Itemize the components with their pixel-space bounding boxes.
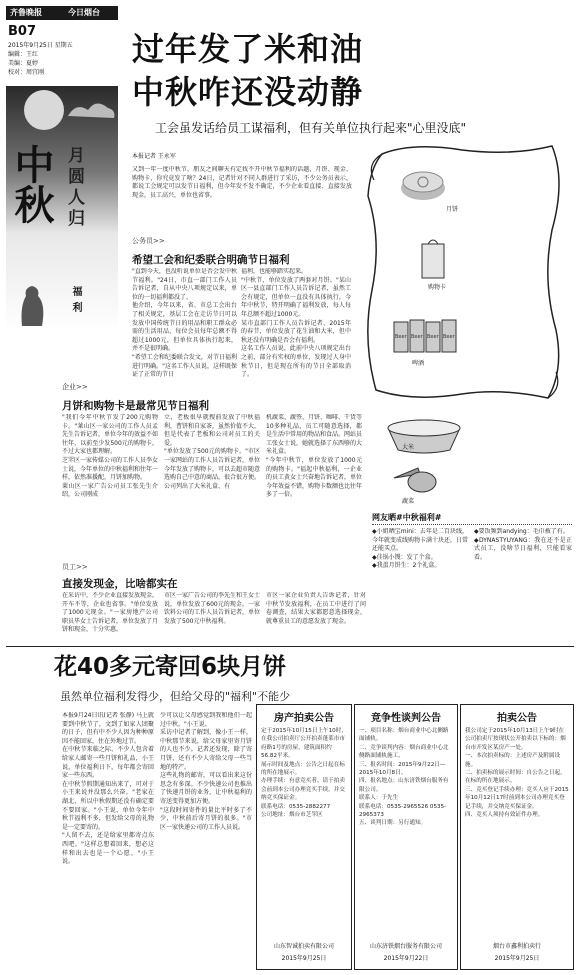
proof-credit: 校对：周宜刚 [8,69,45,76]
section-badge: 今日烟台 [68,8,100,17]
ad3-date: 2015年9月25日 [494,955,540,962]
ad3-title: 拍卖公告 [497,713,537,724]
section2-col3: 机蔬菜、蔬签、月饼、咖啡、干货等10多种礼品，员工可随意选择，都是生活中常用的物品和食品。网站员工张女士说，她就选择了东西够的大米礼盒。 "今年中秋节，单位发放了1000元的购物卡。"福起中秋福利，一企业的员工黄女士兴奋地告诉记者，单位今年效益不错，购物卡数额也比往年多了一倍。 [266,414,362,499]
scroll-label-mooncake: 月饼 [446,206,459,213]
svg-text:Beer: Beer [395,334,407,340]
ad1-body: 定于2015年10月15日上午10时，在我公司拍卖厅公开拍卖蓬莱市市府路1号的房屋，建筑面积约56.82平米。 展示时间及地点：公告之日起在标的所在地展示。 办理手续：有意竞买者，请于拍卖会前到本公司办理竞买手续，并交纳竞买保证金。 联系电话：0535-2882277 公司地址：烟台市芝罘区 [261,728,347,819]
ad2-title: 竞争性谈判公告 [371,713,441,724]
mid-autumn-banner [6,86,118,332]
section-divider [6,646,574,647]
scroll-label-vegetable: 蔬菜 [402,498,415,505]
calligraphy-sub: 福利 [70,286,81,318]
section3-title: 直接发现金，比啥都实在 [62,578,178,590]
weibo-box [372,512,572,574]
rice-icon [384,408,464,454]
lady-figure-icon [10,282,54,328]
beer-icon [392,314,470,358]
calligraphy-title: 中秋 [8,144,55,224]
weibo-title: 网友晒#中秋福利# [372,513,442,522]
ad-auction-notice [460,704,574,970]
scroll-label-card: 购物卡 [428,284,447,291]
benefits-scroll [352,140,574,402]
story2-col2: 少可以让父母感觉到我和他们一起过中秋。"小王说。 采访中记者了解到，像小王一样，中秋那节来说，给父母家里寄月饼的人也不少。记者还发现，除了寄月饼，还有不少人寄给父母一些当地的特产。 这些礼物的邮寄，可以看出来这份思念有多深。不少快递公司也推出了快递月饼的业务，让中秋福利的寄送变得更加方便。 "这段时间寄件的量比平时多了不少，中秋前后寄月饼的很多。"市区一家快递公司的工作人员说。 [160,712,252,831]
page-number: B07 [8,24,36,39]
moon-icon [24,90,64,130]
headline-subtitle: 工会虽发话给员工谋福利，但有关单位执行起来"心里没底" [155,121,467,135]
svg-text:Beer: Beer [443,334,455,340]
section3-kicker: 员工>> [62,563,88,571]
ad-negotiation-notice [354,704,458,970]
scroll-label-beer: 啤酒 [412,360,425,367]
section2-col2: 立，老板很早就搜前发放了中秋福利，曹饼和自家茶，虽然价值不大，但是代表了老板和公司对员工的关爱。 "单位发放了500元的购物卡。"市区一家网站的工作人员告诉记者，单位今年发放了购物卡，可以去超市随意选购自己中意的商品，很合很方便。 公司列出了大米礼盒、有 [164,414,260,490]
story2-title: 花40多元寄回6块月饼 [54,654,287,680]
lead-paragraph: 又到一年一度中秋节，朋友之间聊天有定找不开中秋节福利的话题，月饼、现金、购物卡，你究竟发了啥？24日，记者针对不同人群进行了采访，不少公务员表示，都说工会规定可以发节日福利，但今年发不发不确定，不少企业看直接、直接发放现金，员工高兴，单位也省事。 [132,166,352,199]
reporter-byline: 本报记者 王永军 [132,153,176,160]
clouds-icon [66,94,116,124]
ad1-company: 山东智诚拍卖有限公司 [273,943,334,950]
newspaper-logo: 齐鲁晚报 [10,7,42,17]
issue-date: 2015年9月25日 星期五 [8,42,73,49]
ad1-date: 2015年9月25日 [281,955,327,962]
ad2-date: 2015年9月22日 [383,955,429,962]
section3-col3: 市区一家企业负责人告诉记者，针对中秋节发放福利，在员工中进行了问卷调查，结果大家都愿意选择现金，就尊重员工的意愿发放了现金。 [266,592,366,625]
section2-kicker: 企业>> [62,383,88,391]
headline-line1: 过年发了米和油 [132,30,364,68]
vegetable-icon [388,460,440,494]
section3-col1: 在采访中，不少企业直接发放现金，开车不等，企业也省事。"单位发放了1000元现金。"一家房地产公司职员毕女士告诉记者，单位发放了月饼和现金，十分实惠。 [62,592,158,634]
ad-property-auction [256,704,352,970]
weibo-col1: ◆小姐晒宝mini：去年是二百块线，今年就变成线购物卡满十块还，日常还能买点。 ◆佳锅小馒：发了个盒。 ◆我蛋月饼生：2个礼盒。 [372,528,468,570]
headline-line2: 中秋咋还没动静 [132,73,364,111]
design-credit: 美编：夏婷 [8,60,39,67]
story2-subtitle: 虽然单位福利发得少，但给父母的"福利"不能少 [60,690,291,703]
section1-kicker: 公务员>> [132,237,165,245]
svg-text:Beer: Beer [427,334,439,340]
editor-credit: 编辑：王红 [8,51,39,58]
section2-col1: "我们今年中秋节发了200元购物卡。"莱山区一家公司的工作人员孟先生告诉记者，单位今年的效益不如往年，以前至少发500元的购物卡，不过大家也都理解。 芝罘区一家传媒公司的工作人员李女士说，今年单位的中秋福利和往年一样，依然准援配，月饼加购物。 莱山区一家广告公司员工张先生介绍，公司刚成 [62,414,158,499]
ad3-body: 我公司定于2015年10月13日上午9时在公司拍卖厅按现状公开拍卖以下标的：烟台市开发区某房产一处。 一、本次拍卖标的：上述房产及附属设施。 二、拍卖标的展示时间：自公告之日起，在标的所在地展示。 三、竞买登记手续办理：竞买人应于2015年10月12日17时前到本公司办理竞买登记手续，并交纳竞买保证金。 四、竞买人须持有效证件办理。 [465,728,569,819]
mooncake-icon [400,164,446,202]
svg-text:Beer: Beer [411,334,423,340]
section1-title: 希望工会和纪委联合明确节日福利 [132,254,290,266]
ad1-title: 房产拍卖公告 [274,713,334,724]
section2-title: 月饼和购物卡是最常见节日福利 [62,400,209,412]
section1-col2: 福利，也能够踏实起来。 "中秋节，单位发放了两套对月饼。"某山区一县直部门工作人员告诉记者，虽然工会有规定，但单位一直没有具体执行，今年中秋节，特开明确了福利发放，每人每年总额不超过1000元。 某市直部门工作人员告诉记者，2015年的春节，单位发放了花生油和大米，但中秋还没有明确是否会有福利。 这名工作人员说，此前中央八项规定出台之前，部分有实权的单位，发现过人身中秋节日，但是现在所有的节日全部取消了。 [241,268,351,379]
scroll-label-rice: 大米 [402,444,415,451]
section1-col1: "直到今天，也没听说单位是否会发中秋节福利。"24日，市直一部门工作人员告诉记者，自从中央八项规定以来，单位的一切福利都没了。 他介绍，今年以来，省、市总工会出台了相关规定，基层工会在走访节日可以发放中国传统节日的用品和职工群众必需的生活用品，每位会员每年总额不得超过1000元，但单位具体执行起来，并不是很明确。 "希望工会和纪委联合发文，对节日福利进行明确。"这名工作人员说，这样既保证了正常的节日 [132,268,237,379]
section3-col2: 市区一家广告公司的李先生和王女士说，单位发放了600元的现金。一家饮料公司的工作人员告诉记者，单位发放了500元中秋福利。 [164,592,260,625]
ad3-company: 烟台市鑫利拍卖行 [492,943,541,950]
ad2-body: 一、项目名称：烟台商业中心北侧路面铺轨。 二、竞争谈判内容：烟台商业中心北侧路面铺轨施工。 三、报名时间：2015年9月22日—2015年10月8日。 四、报名地点：山东济铁烟台服务有限公司。 联系人：于先生 联系电话：0535-2965526 0535-2965373 五、谈判日期：另行通知。 [359,728,449,827]
weibo-divider [372,524,572,525]
story2-col1: 本报9月24日讯(记者 张静) 马上就要到中秋节了，文到了如家人团聚的日子，但有中不少人因为种种原因不能回家，住在外地过节。 在中秋节来临之际，不少人包含着给家人邮寄一些月饼和礼品，小王说，单位福利日下，每年都会寄回家一些东西。 在中秋节假期通知出来了，可对于小王来说并没那么兴奋。"老家在湖北，所以中秋假期还没有确定要不要回家。"小王说，单位今年中秋节福利不多，但发给父母的礼物是一定要寄的。 "人留不去，还是给家里都寄点东西吧。"这样总想着回来，想必这样和出去也是一个心愿。"小王说。 [62,712,154,866]
weibo-col2: ◆要饭频到andying：毛巾被了有。 ◆DYNASTYUYANG：我在还不是正式员工，没啥节日福利，只能看家看。 [474,528,572,561]
shopping-card-icon [418,236,448,280]
masthead-bar [6,6,118,20]
ad2-company: 山东济铁烟台服务有限公司 [369,943,442,950]
vertical-title: 月圆人归 [64,146,84,230]
